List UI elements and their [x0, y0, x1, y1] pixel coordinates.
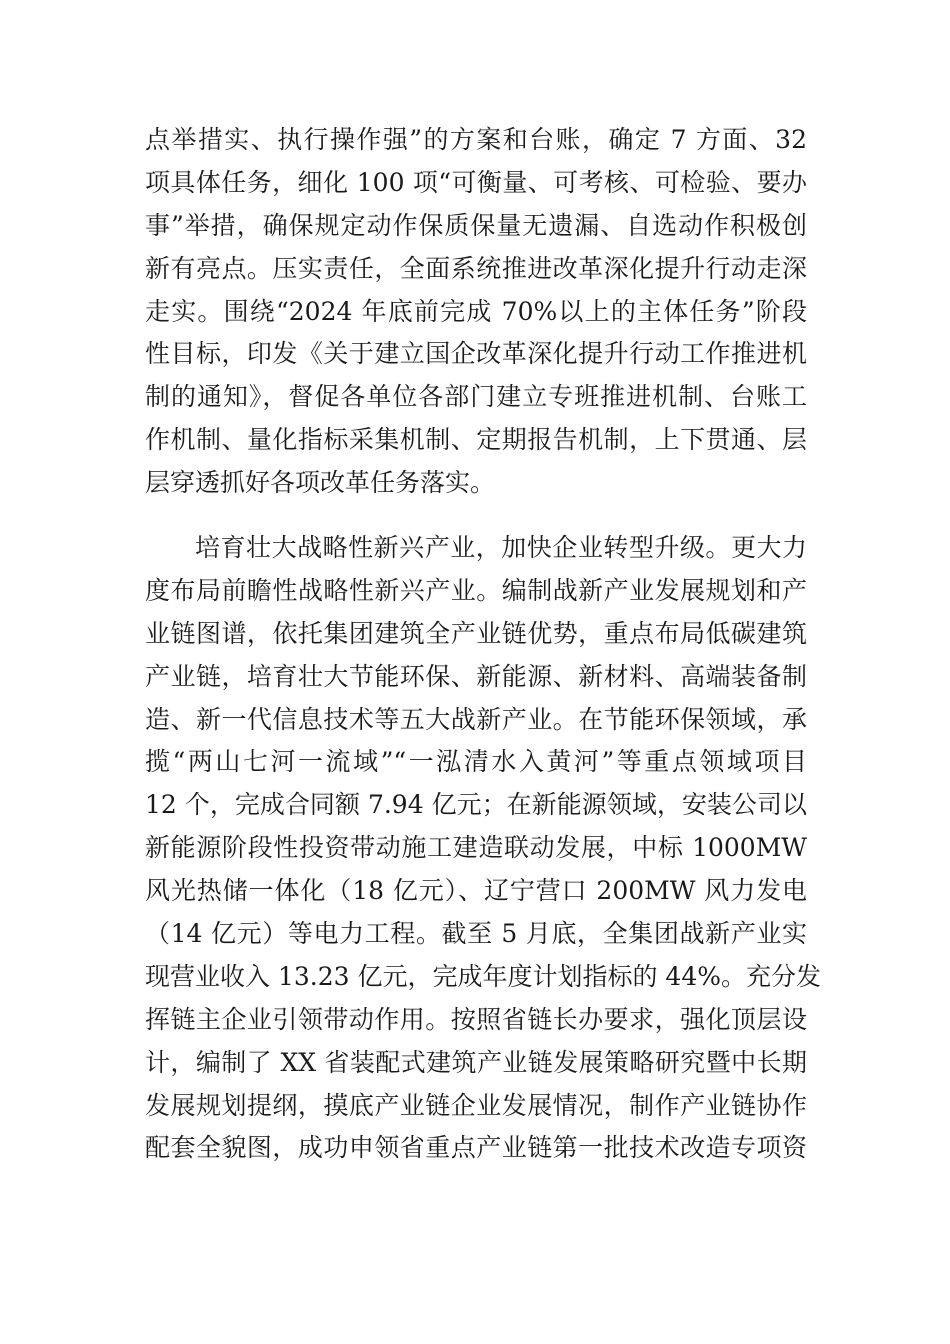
paragraph-line: 点举措实、执行操作强”的方案和台账，确定 7 方面、32 — [145, 125, 807, 154]
paragraph-line: 作机制、量化指标采集机制、定期报告机制，上下贯通、层 — [145, 425, 807, 455]
paragraph-line: 制的通知》，督促各单位各部门建立专班推进机制、台账工 — [145, 382, 807, 412]
paragraph-line: 度布局前瞻性战略性新兴产业。编制战新产业发展规划和产 — [145, 575, 807, 605]
paragraph-line: 12 个，完成合同额 7.94 亿元；在新能源领域，安装公司以 — [145, 790, 807, 820]
paragraph-line: 造、新一代信息技术等五大战新产业。在节能环保领域，承 — [145, 704, 807, 734]
paragraph-line: 发展规划提纲，摸底产业链企业发展情况，制作产业链协作 — [145, 1090, 807, 1120]
paragraph-line: 走实。围绕“2024 年底前完成 70%以上的主体任务”阶段 — [145, 296, 807, 326]
paragraph-line: 培育壮大战略性新兴产业，加快企业转型升级。更大力 — [195, 533, 807, 562]
paragraph-line: 性目标，印发《关于建立国企改革深化提升行动工作推进机 — [145, 339, 807, 369]
paragraph-line: 事”举措，确保规定动作保质保量无遗漏、自选动作积极创 — [145, 210, 807, 240]
paragraph-line: 配套全貌图，成功申领省重点产业链第一批技术改造专项资 — [145, 1133, 807, 1163]
paragraph-2 — [145, 527, 821, 1170]
paragraph-line: 新有亮点。压实责任，全面系统推进改革深化提升行动走深 — [145, 253, 807, 283]
paragraph-1 — [145, 119, 807, 505]
paragraph-line: 产业链，培育壮大节能环保、新能源、新材料、高端装备制 — [145, 661, 807, 691]
paragraph-line: 现营业收入 13.23 亿元，完成年度计划指标的 44%。充分发 — [145, 961, 821, 991]
paragraph-line: （14 亿元）等电力工程。截至 5 月底，全集团战新产业实 — [145, 919, 807, 949]
paragraph-line: 挥链主企业引领带动作用。按照省链长办要求，强化顶层设 — [145, 1004, 807, 1034]
paragraph-line: 项具体任务，细化 100 项“可衡量、可考核、可检验、要办 — [145, 167, 807, 197]
paragraph-line: 新能源阶段性投资带动施工建造联动发展，中标 1000MW — [145, 833, 807, 863]
paragraph-line: 层穿透抓好各项改革任务落实。 — [145, 468, 496, 498]
paragraph-line: 业链图谱，依托集团建筑全产业链优势，重点布局低碳建筑 — [145, 618, 807, 648]
paragraph-line: 揽“两山七河一流域”“一泓清水入黄河”等重点领域项目 — [145, 747, 807, 777]
paragraph-line: 风光热储一体化（18 亿元）、辽宁营口 200MW 风力发电 — [145, 876, 807, 906]
paragraph-line: 计，编制了 XX 省装配式建筑产业链发展策略研究暨中长期 — [145, 1047, 807, 1077]
